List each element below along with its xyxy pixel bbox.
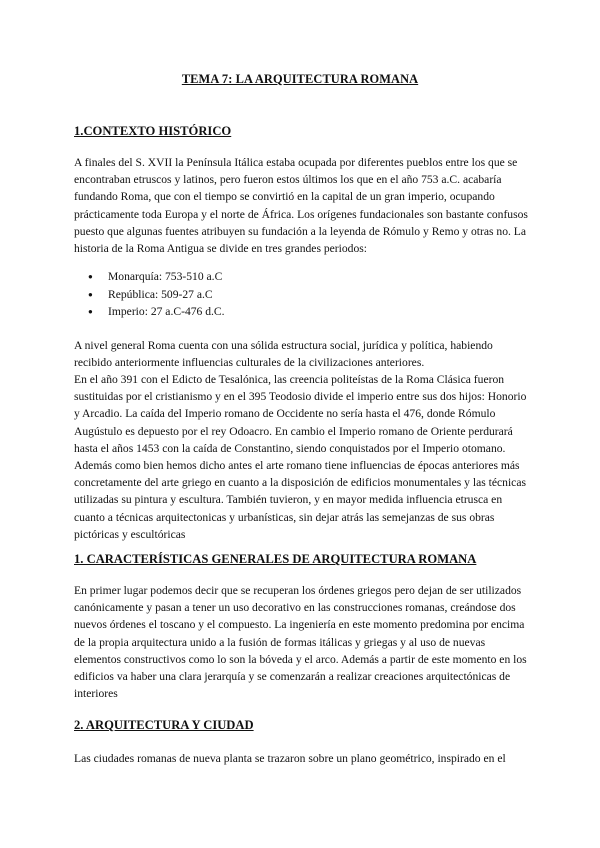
paragraph-city: Las ciudades romanas de nueva planta se trazaron sobre un plano geométrico, inspirado en el (74, 752, 506, 765)
list-item-monarquia: ● Monarquía: 753-510 a.C (74, 268, 225, 286)
section-heading-arquitectura-ciudad: 2. ARQUITECTURA Y CIUDAD (74, 718, 254, 732)
periods-list (74, 268, 225, 321)
paragraph-origins: A finales del S. XVII la Península Itálica estaba ocupada por diferentes pueblos entre los que se encontraban etruscos y latinos, pero fueron estos últimos los que en el año 753 a.C. acabaría fundando Roma, que con el tiempo se convirtió en la capital de un gran imperio, ocupando prácticamente toda Europa y el norte de África. Los orígenes fundacionales son bastante confusos puesto que algunas fuentes atribuyen su fundación a la leyenda de Rómulo y Remo y otras no. La historia de la Roma Antigua se divide en tres grandes periodos: (74, 156, 528, 256)
paragraph-characteristics: En primer lugar podemos decir que se recuperan los órdenes griegos pero dejan de ser utilizados canónicamente y pasan a tener un uso decorativo en las construcciones romanas, creándose dos nuevos órdenes el toscano y el compuesto. La ingeniería en este momento predomina por encima de la propia arquitectura unido a la fusión de formas itálicas y griegas y al uso de nuevas elementos constructivos como lo son la bóveda y el arco. Además a partir de este momento en los edificios va haber una clara jerarquía y se comenzarán a realizar creaciones arquitectónicas de interiores (74, 584, 527, 701)
paragraph-structure: A nivel general Roma cuenta con una sólida estructura social, jurídica y política, habiendo recibido anteriormente influencias culturales de la civilizaciones anteriores. (74, 339, 493, 370)
list-item-republica: ● República: 509-27 a.C (74, 286, 225, 304)
paragraph-history: En el año 391 con el Edicto de Tesalónica, las creencia politeístas de la Roma Clásica fueron sustituidas por el cristianismo y en el 395 Teodosio divide el imperio entre sus dos hijos: Honorio y Arcadio. La caída del Imperio romano de Occidente no sería hasta el 476, donde Rómulo Augústulo es depuesto por el rey Odoacro. En cambio el Imperio romano de Oriente perdurará hasta el años 1453 con la caída de Constantino, siendo conquistados por el Imperio otomano. Además como bien hemos dicho antes el arte romano tiene influencias de épocas anteriores más concretamente del arte griego en cuanto a la disposición de edificios monumentales y las técnicas utilizadas su pintura y escultura. También tuvieron, y en mayor medida influencia etrusca en cuanto a técnicas arquitectonicas y urbanísticas, sin dejar atrás las semejanzas de sus obras pictóricas y escultóricas (74, 373, 527, 541)
document-title: TEMA 7: LA ARQUITECTURA ROMANA (181, 72, 419, 86)
section-heading-contexto-historico: 1.CONTEXTO HISTÓRICO (74, 124, 232, 138)
list-item-imperio: ● Imperio: 27 a.C-476 d.C. (74, 303, 225, 321)
section-heading-caracteristicas: 1. CARACTERÍSTICAS GENERALES DE ARQUITECTURA ROMANA (74, 552, 477, 566)
